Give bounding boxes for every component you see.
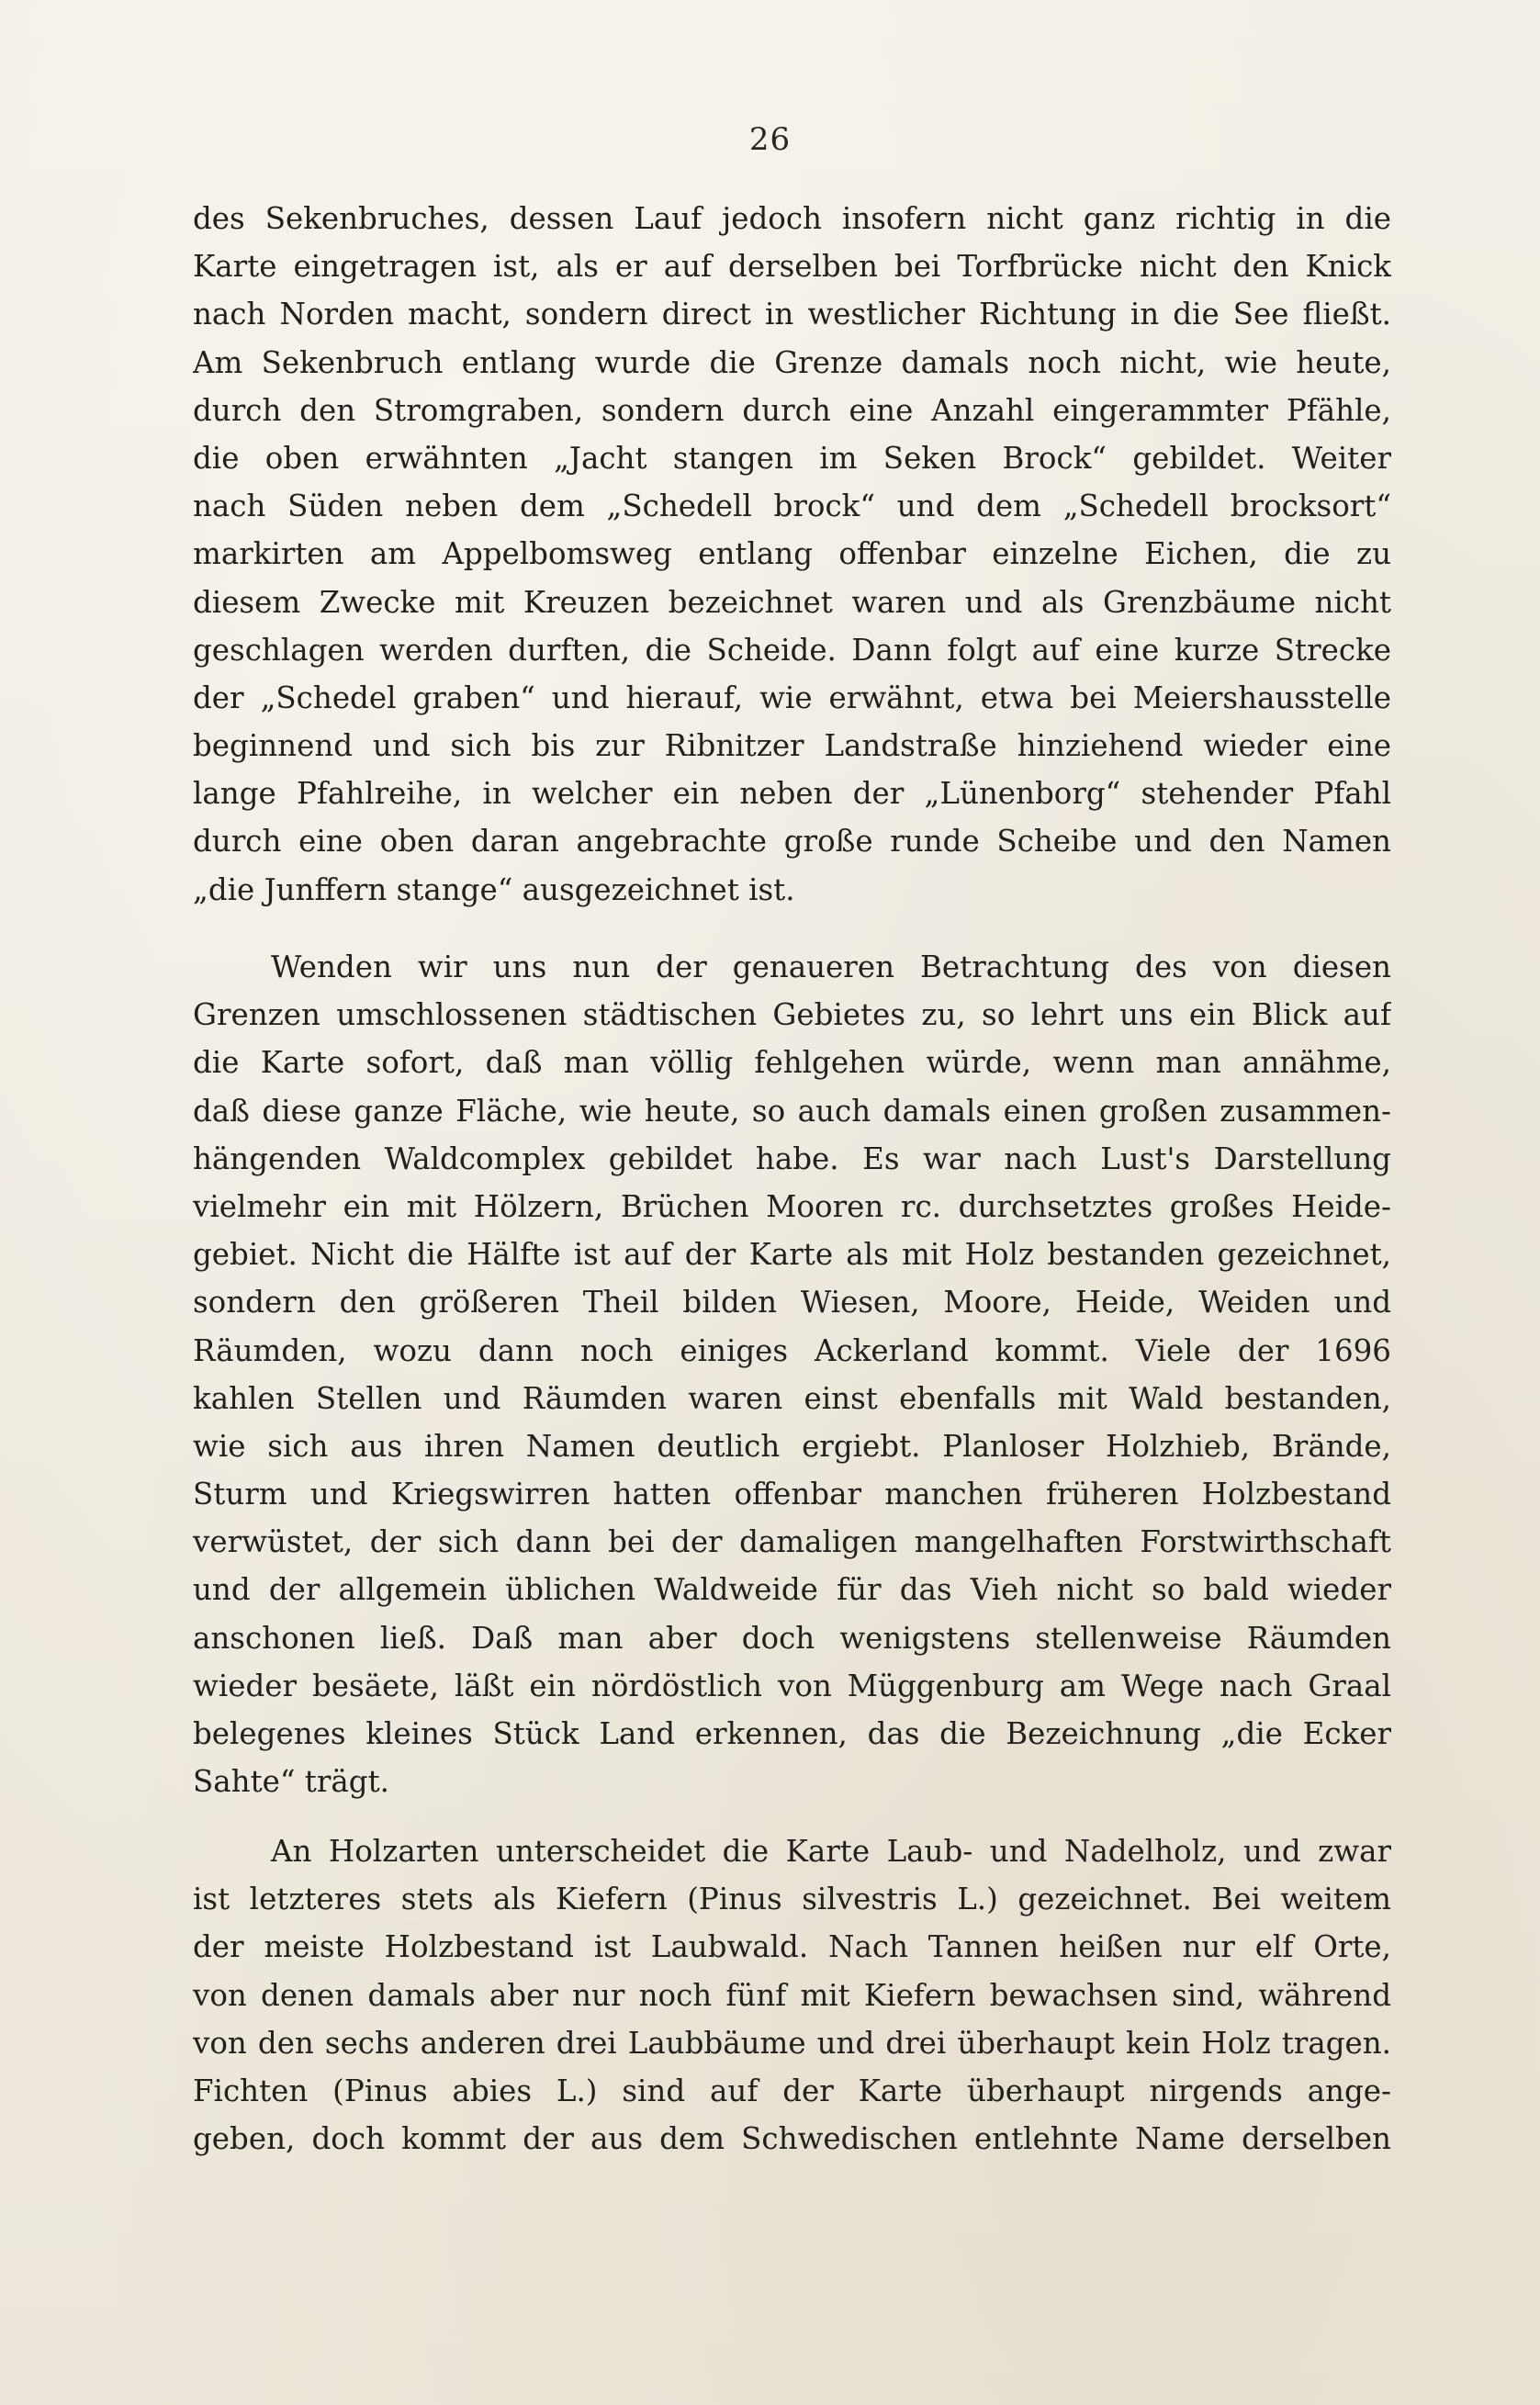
text-line: Fichten (Pinus abies L.) sind auf der Karte überhaupt nirgends ange- (193, 2073, 1391, 2108)
text-line: gebiet. Nicht die Hälfte ist auf der Karte als mit Holz bestanden gezeichnet, (193, 1237, 1391, 1273)
text-line: An Holzarten unterscheidet die Karte Laub- und Nadelholz, und zwar (271, 1834, 1391, 1869)
text-line: beginnend und sich bis zur Ribnitzer Landstraße hinziehend wieder eine (193, 728, 1391, 764)
text-line: Räumden, wozu dann noch einiges Ackerland kommt. Viele der 1696 (193, 1332, 1391, 1368)
text-line: nach Süden neben dem „Schedell brock“ und dem „Schedell brocksort“ (193, 489, 1391, 524)
text-line: geben, doch kommt der aus dem Schwedischen entlehnte Name derselben (193, 2121, 1391, 2157)
text-line: geschlagen werden durften, die Scheide. Dann folgt auf eine kurze Strecke (193, 632, 1391, 668)
text-line: anschonen ließ. Daß man aber doch wenigstens stellenweise Räumden (193, 1620, 1391, 1656)
text-line: die Karte sofort, daß man völlig fehlgehen würde, wenn man annähme, (193, 1045, 1391, 1081)
paragraph-3 (193, 1827, 1391, 2163)
text-line: vielmehr ein mit Hölzern, Brüchen Mooren rc. durchsetztes großes Heide- (193, 1188, 1391, 1224)
text-line: ist letzteres stets als Kiefern (Pinus silvestris L.) gezeichnet. Bei weitem (193, 1882, 1391, 1917)
text-line: diesem Zwecke mit Kreuzen bezeichnet waren und als Grenzbäume nicht (193, 584, 1391, 620)
text-line: Grenzen umschlossenen städtischen Gebietes zu, so lehrt uns ein Blick auf (193, 997, 1391, 1033)
page-number: 26 (748, 121, 792, 158)
text-line: der „Schedel graben“ und hierauf, wie erwähnt, etwa bei Meiershausstelle (193, 680, 1391, 715)
text-line: und der allgemein üblichen Waldweide für das Vieh nicht so bald wieder (193, 1572, 1391, 1608)
text-line: durch den Stromgraben, sondern durch eine Anzahl eingerammter Pfähle, (193, 392, 1391, 428)
text-line: von den sechs anderen drei Laubbäume und drei überhaupt kein Holz tragen. (193, 2025, 1391, 2061)
text-line: von denen damals aber nur noch fünf mit Kiefern bewachsen sind, während (193, 1977, 1391, 2013)
text-line: Sahte“ trägt. (193, 1764, 389, 1800)
text-line: sondern den größeren Theil bilden Wiesen, Moore, Heide, Weiden und (193, 1285, 1391, 1321)
text-line: verwüstet, der sich dann bei der damaligen mangelhaften Forstwirthschaft (193, 1524, 1391, 1560)
text-line: Sturm und Kriegswirren hatten offenbar manchen früheren Holzbestand (193, 1477, 1391, 1512)
text-line: Am Sekenbruch entlang wurde die Grenze damals noch nicht, wie heute, (193, 344, 1391, 380)
text-line: der meiste Holzbestand ist Laubwald. Nach Tannen heißen nur elf Orte, (193, 1929, 1391, 1965)
text-line: daß diese ganze Fläche, wie heute, so auch damals einen großen zusammen- (193, 1093, 1391, 1129)
text-line: hängenden Waldcomplex gebildet habe. Es war nach Lust's Darstellung (193, 1141, 1391, 1176)
text-line: wieder besäete, läßt ein nördöstlich von Müggenburg am Wege nach Graal (193, 1668, 1391, 1703)
text-line: wie sich aus ihren Namen deutlich ergiebt. Planloser Holzhieb, Brände, (193, 1428, 1391, 1464)
text-line: markirten am Appelbomsweg entlang offenbar einzelne Eichen, die zu (193, 536, 1391, 572)
text-line: des Sekenbruches, dessen Lauf jedoch insofern nicht ganz richtig in die (193, 201, 1391, 236)
text-line: die oben erwähnten „Jacht stangen im Seken Brock“ gebildet. Weiter (193, 440, 1391, 476)
text-line: „die Junffern stange“ ausgezeichnet ist. (193, 871, 795, 907)
text-line: Wenden wir uns nun der genaueren Betrachtung des von diesen (271, 950, 1391, 984)
paragraph-1 (193, 195, 1391, 914)
text-line: kahlen Stellen und Räumden waren einst ebenfalls mit Wald bestanden, (193, 1380, 1391, 1416)
text-line: nach Norden macht, sondern direct in westlicher Richtung in die See fließt. (193, 297, 1391, 332)
text-line: belegenes kleines Stück Land erkennen, das die Bezeichnung „die Ecker (193, 1716, 1391, 1751)
text-line: Karte eingetragen ist, als er auf derselben bei Torfbrücke nicht den Knick (193, 249, 1391, 285)
paragraph-2 (193, 943, 1391, 1805)
text-line: lange Pfahlreihe, in welcher ein neben der „Lünenborg“ stehender Pfahl (193, 776, 1391, 812)
text-line: durch eine oben daran angebrachte große runde Scheibe und den Namen (193, 824, 1391, 860)
